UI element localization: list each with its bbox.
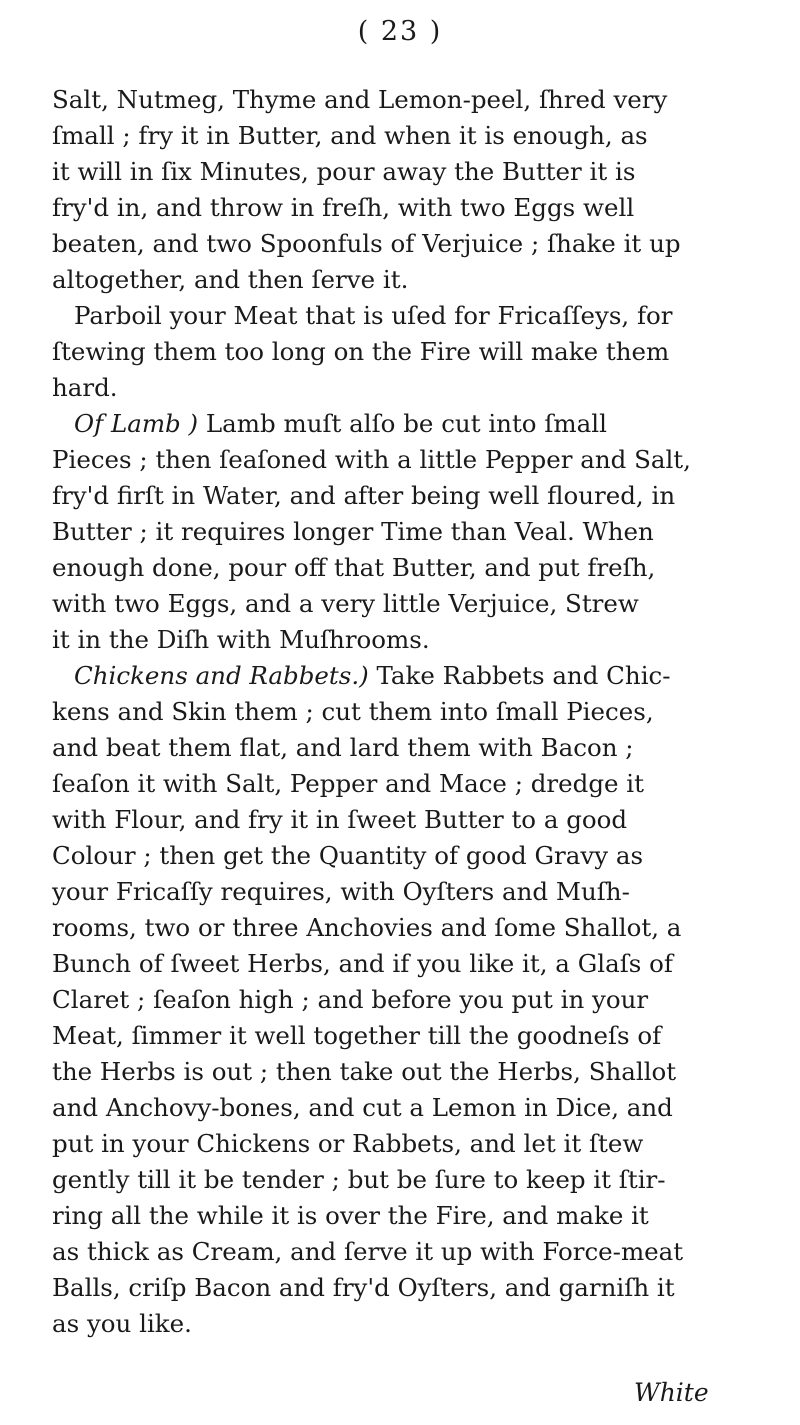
text-line: Bunch of ſweet Herbs, and if you like it, a Glaſs of: [52, 949, 673, 978]
page-number: ( 23 ): [357, 16, 443, 47]
text-line: and Anchovy-bones, and cut a Lemon in Dice, and: [52, 1093, 673, 1122]
text-line: it will in ſix Minutes, pour away the Butter it is: [52, 157, 636, 186]
text-line: Butter ; it requires longer Time than Veal. When: [52, 517, 654, 546]
lamb-first-line-text: Lamb muſt alſo be cut into ſmall: [198, 409, 607, 438]
lamb-heading: Of Lamb ): [74, 409, 199, 438]
text-line: enough done, pour off that Butter, and put freſh,: [52, 553, 656, 582]
text-line: ſmall ; fry it in Butter, and when it is enough, as: [52, 121, 648, 150]
text-line: ſeaſon it with Salt, Pepper and Mace ; dredge it: [52, 769, 644, 798]
text-line: put in your Chickens or Rabbets, and let it ſtew: [52, 1129, 644, 1158]
text-line: hard.: [52, 373, 118, 402]
text-line: fry'd firſt in Water, and after being well floured, in: [52, 481, 676, 510]
text-line: as thick as Cream, and ſerve it up with Force-meat: [52, 1237, 684, 1266]
text-line: Pieces ; then ſeaſoned with a little Pepper and Salt,: [52, 445, 691, 474]
text-line: and beat them flat, and lard them with Bacon ;: [52, 733, 634, 762]
text-line: fry'd in, and throw in freſh, with two Eggs well: [52, 193, 635, 222]
text-line: beaten, and two Spoonfuls of Verjuice ; ſhake it up: [52, 229, 681, 258]
text-line: your Fricaſſy requires, with Oyſters and Muſh-: [52, 877, 630, 906]
text-line: Meat, ſimmer it well together till the goodneſs of: [52, 1021, 662, 1050]
text-line: Salt, Nutmeg, Thyme and Lemon-peel, ſhred very: [52, 85, 668, 114]
text-line: Parboil your Meat that is uſed for Fricaſſeys, for: [74, 301, 673, 330]
text-line: with Flour, and fry it in ſweet Butter to a good: [52, 805, 628, 834]
text-line: Balls, criſp Bacon and fry'd Oyſters, and garniſh it: [52, 1273, 675, 1302]
text-line: the Herbs is out ; then take out the Herbs, Shallot: [52, 1057, 677, 1086]
text-line: with two Eggs, and a very little Verjuice, Strew: [52, 589, 639, 618]
text-line: Claret ; ſeaſon high ; and before you put in your: [52, 985, 649, 1014]
text-line: gently till it be tender ; but be ſure to keep it ſtir-: [52, 1165, 666, 1194]
text-line: it in the Diſh with Muſhrooms.: [52, 625, 430, 654]
chickens-heading: Chickens and Rabbets.): [74, 661, 369, 690]
text-line: ring all the while it is over the Fire, and make it: [52, 1201, 649, 1230]
lamb-section-first-line: [74, 406, 607, 442]
text-line: as you like.: [52, 1309, 192, 1338]
text-line: altogether, and then ſerve it.: [52, 265, 409, 294]
chickens-first-line-text: Take Rabbets and Chic-: [368, 661, 671, 690]
chickens-section-first-line: [74, 658, 671, 694]
catchword: White: [634, 1378, 709, 1407]
text-line: Colour ; then get the Quantity of good Gravy as: [52, 841, 644, 870]
text-line: kens and Skin them ; cut them into ſmall Pieces,: [52, 697, 654, 726]
text-line: rooms, two or three Anchovies and ſome Shallot, a: [52, 913, 682, 942]
text-line: ſtewing them too long on the Fire will make them: [52, 337, 670, 366]
